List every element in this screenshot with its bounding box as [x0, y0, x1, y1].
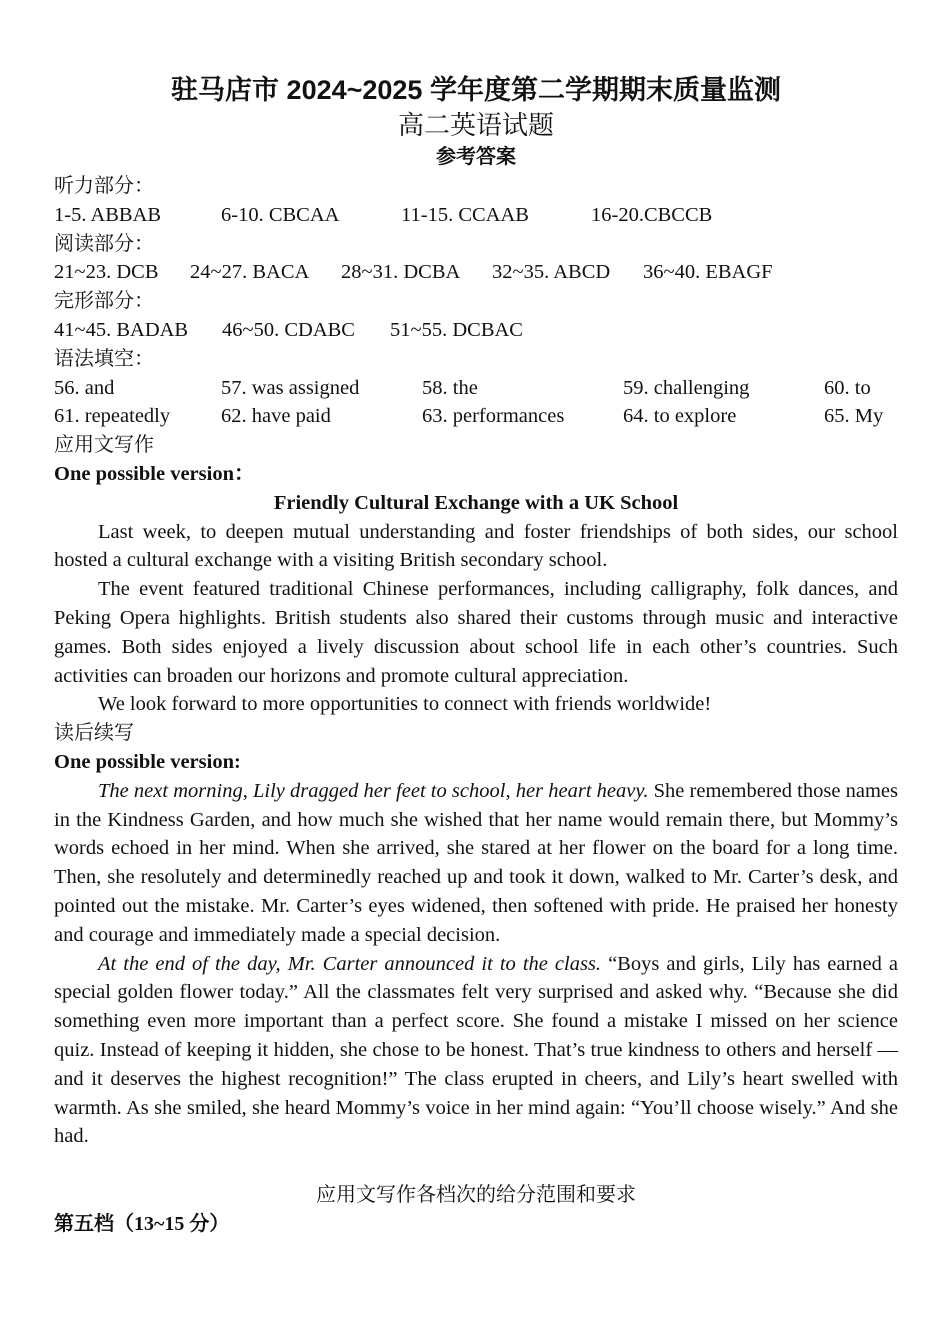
- reading-answer: 21~23. DCB: [54, 261, 159, 284]
- grammar-answer: 58. the: [422, 376, 478, 399]
- continuation-heading: 读后续写: [54, 722, 134, 745]
- reading-answer: 36~40. EBAGF: [643, 261, 773, 284]
- grammar-answer: 63. performances: [422, 405, 565, 428]
- practical-writing-heading: 应用文写作: [54, 434, 154, 457]
- grammar-answer: 59. challenging: [623, 376, 750, 399]
- cloze-answer: 41~45. BADAB: [54, 318, 189, 341]
- listening-heading: 听力部分：: [54, 175, 154, 197]
- essay-title: Friendly Cultural Exchange with a UK School: [273, 491, 679, 514]
- grammar-answer: 60. to: [824, 376, 871, 399]
- listening-answer: 6-10. CBCAA: [221, 203, 340, 226]
- reading-answers: [54, 258, 898, 287]
- listening-answer: 16-20.CBCCB: [591, 203, 713, 226]
- reading-answer: 32~35. ABCD: [492, 261, 611, 284]
- grammar-answer: 64. to explore: [623, 405, 737, 428]
- grammar-answer: 56. and: [54, 376, 115, 399]
- reading-answer: 28~31. DCBA: [341, 261, 461, 284]
- answer-sheet-page: [54, 70, 898, 1239]
- continuation-paragraph-1: [54, 777, 898, 950]
- grammar-row-1: [54, 374, 898, 403]
- cloze-answer: 51~55. DCBAC: [390, 318, 523, 341]
- grading-tier-5: 第五档（13~15 分）: [54, 1212, 230, 1235]
- practical-version-label: One possible version：: [54, 462, 255, 485]
- grammar-answer: 65. My: [824, 405, 884, 428]
- paragraph-lead-sentence: The next morning, Lily dragged her feet to school, her heart heavy.: [98, 779, 649, 802]
- grading-title: 应用文写作各档次的给分范围和要求: [316, 1184, 636, 1207]
- continuation-version-label: One possible version:: [54, 750, 241, 773]
- grammar-heading: 语法填空：: [54, 347, 154, 370]
- continuation-paragraph-2: [54, 950, 898, 1152]
- grammar-answer: 61. repeatedly: [54, 405, 171, 428]
- listening-answers: [54, 201, 898, 230]
- essay-paragraph: We look forward to more opportunities to connect with friends worldwide!: [98, 693, 712, 716]
- cloze-answer: 46~50. CDABC: [222, 318, 355, 341]
- listening-answer: 1-5. ABBAB: [54, 203, 162, 226]
- cloze-heading: 完形部分：: [54, 290, 154, 313]
- document-subtitle: 高二英语试题: [397, 111, 554, 140]
- grammar-answer: 62. have paid: [221, 405, 331, 428]
- reading-heading: 阅读部分：: [54, 232, 154, 255]
- reading-answer: 24~27. BACA: [190, 261, 310, 284]
- document-title: 驻马店市 2024~2025 学年度第二学期期末质量监测: [171, 75, 781, 105]
- grammar-row-2: [54, 402, 898, 431]
- answer-key-label: 参考答案: [436, 146, 516, 168]
- grammar-answer: 57. was assigned: [221, 376, 360, 399]
- paragraph-body: She remembered those names in the Kindness Garden, and how much she wished that her name would remain there, but Mommy’s words echoed in her mind. When she arrived, she stared at her flower on the board for a long time. Then, she resolutely and determinedly reached up and took it down, walked to Mr. Carter’s desk, and pointed out the mistake. Mr. Carter’s eyes widened, then softened with pride. He praised her honesty and courage and immediately made a special decision.: [54, 779, 898, 946]
- paragraph-body: “Boys and girls, Lily has earned a special golden flower today.” All the classmates felt very surprised and asked why. “Because she did something even more important than a perfect score. She found a mistake I missed on her science quiz. Instead of keeping it hidden, she chose to be honest. That’s true kindness to others and herself — and it deserves the highest recognition!” The class erupted in cheers, and Lily’s heart swelled with warmth. As she smiled, she heard Mommy’s voice in her mind again: “You’ll choose wisely.” And she had.: [54, 952, 898, 1148]
- essay-paragraph: Last week, to deepen mutual understanding and foster friendships of both sides, our school hosted a cultural exchange with a visiting British secondary school.: [54, 520, 898, 572]
- essay-paragraph: The event featured traditional Chinese performances, including calligraphy, folk dances, and Peking Opera highlights. British students also shared their customs through music and interactive games. Both sides enjoyed a lively discussion about school life in each other’s countries. Such activities can broaden our horizons and promote cultural appreciation.: [54, 578, 898, 687]
- listening-answer: 11-15. CCAAB: [401, 203, 529, 226]
- cloze-answers: [54, 316, 898, 345]
- paragraph-lead-sentence: At the end of the day, Mr. Carter announced it to the class.: [98, 952, 602, 975]
